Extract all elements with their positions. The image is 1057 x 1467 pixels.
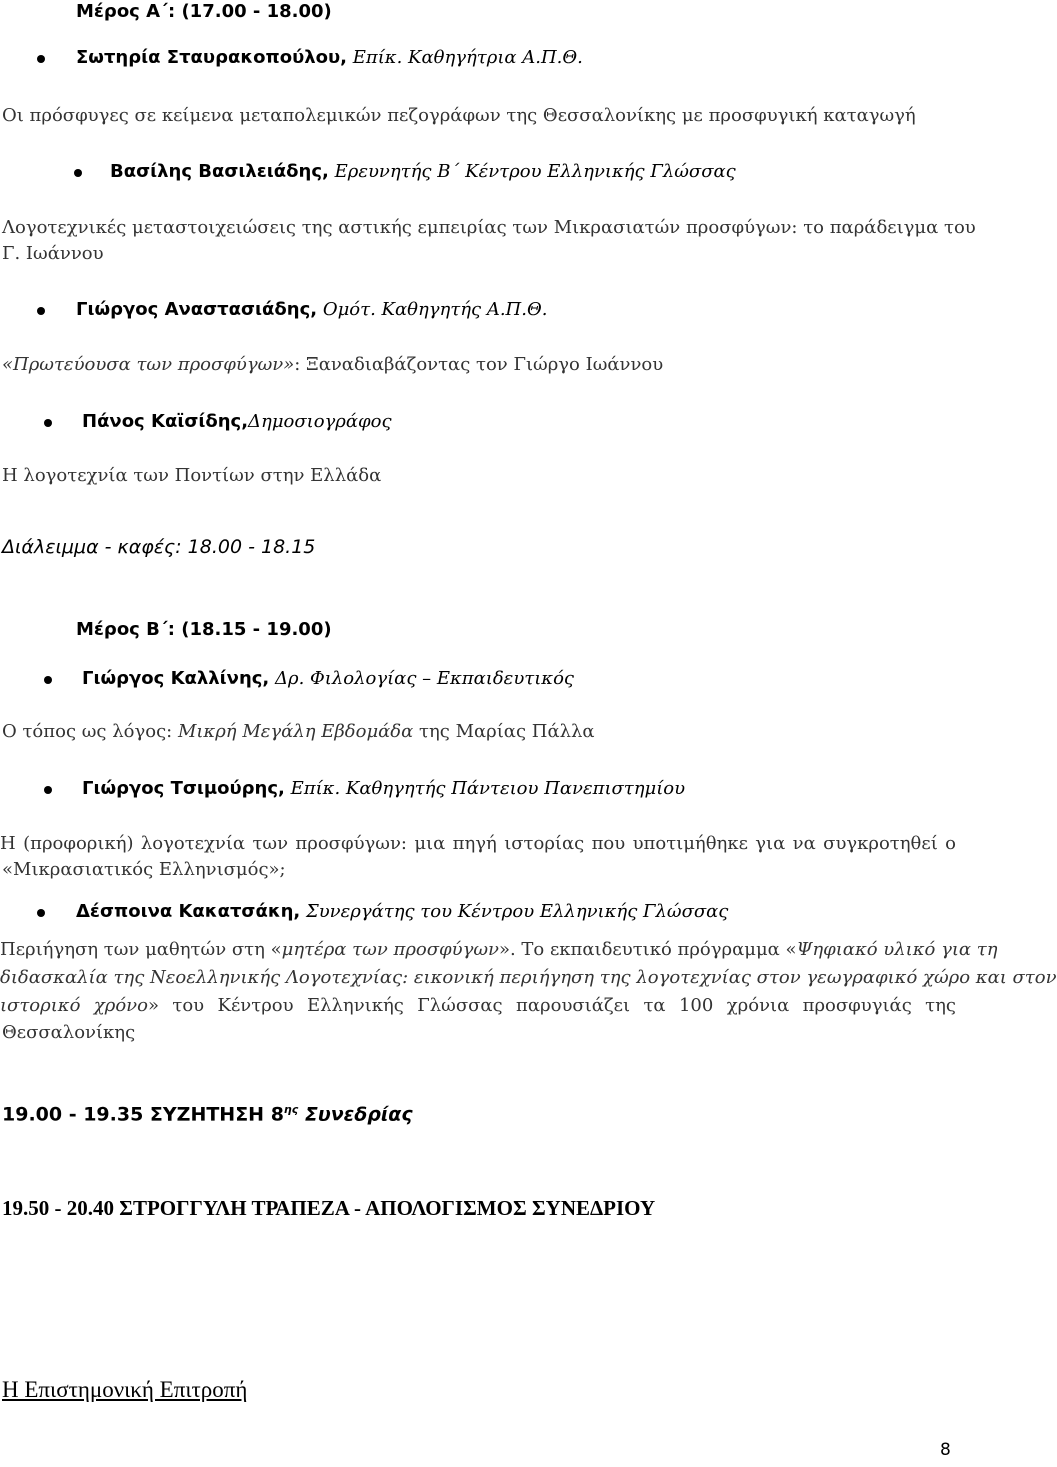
speaker-name: Γιώργος Καλλίνης, xyxy=(82,668,270,689)
speaker-role: Ερευνητής Β΄ Κέντρου Ελληνικής Γλώσσας xyxy=(334,161,736,182)
speaker-name: Δέσποινα Κακατσάκη, xyxy=(76,901,301,922)
speaker-3 xyxy=(76,298,547,322)
talk-title: Η λογοτεχνία των Ποντίων στην Ελλάδα xyxy=(2,465,382,486)
talk-title: Η (προφορική) λογοτεχνία των προσφύγων: μια πηγή ιστορίας που υποτιμήθηκε για να συγκροτηθεί ο xyxy=(0,833,956,854)
talk-title-cont: Γ. Ιωάννου xyxy=(2,243,104,264)
bullet-icon xyxy=(44,676,52,684)
talk-title-italic: «Πρωτεύουσα των προσφύγων» xyxy=(2,354,295,375)
speaker-name: Βασίλης Βασιλειάδης, xyxy=(110,161,329,182)
page-number: 8 xyxy=(940,1440,951,1460)
speaker-name: Γιώργος Τσιμούρης, xyxy=(82,778,285,799)
break-line: Διάλειμμα - καφές: 18.00 - 18.15 xyxy=(2,536,316,558)
part-b-heading: Μέρος Β΄: (18.15 - 19.00) xyxy=(76,619,332,640)
discussion-line xyxy=(2,1098,413,1126)
bullet-icon xyxy=(37,55,45,63)
talk-title-part: Ο τόπος ως λόγος: xyxy=(2,721,178,742)
talk-title-rest: : Ξαναδιαβάζοντας τον Γιώργο Ιωάννου xyxy=(294,354,664,375)
speaker-6 xyxy=(82,777,685,801)
speaker-4 xyxy=(82,410,392,434)
speaker-5 xyxy=(82,667,574,691)
speaker-role: Δημοσιογράφος xyxy=(248,411,392,432)
talk-title xyxy=(2,353,663,377)
talk-title: Οι πρόσφυγες σε κείμενα μεταπολεμικών πεζογράφων της Θεσσαλονίκης με προσφυγική καταγωγή xyxy=(2,105,916,126)
talk-title: Λογοτεχνικές μεταστοιχειώσεις της αστικής εμπειρίας των Μικρασιατών προσφύγων: το παράδειγμα του xyxy=(2,217,976,238)
talk-title-italic: Μικρή Μεγάλη Εβδομάδα xyxy=(177,721,414,742)
talk-title-cont: «Μικρασιατικός Ελληνισμός»; xyxy=(2,859,286,880)
discussion-sup: ης xyxy=(283,1103,299,1116)
speaker-2 xyxy=(110,160,736,184)
speaker-name: Πάνος Καϊσίδης, xyxy=(82,411,249,432)
speaker-role: Επίκ. Καθηγήτρια Α.Π.Θ. xyxy=(352,47,583,68)
talk-desc-line-4: Θεσσαλονίκης xyxy=(2,1022,136,1043)
bullet-icon xyxy=(44,786,52,794)
desc-part: ». Το εκπαιδευτικό πρόγραμμα « xyxy=(498,939,797,960)
speaker-role: Επίκ. Καθηγητής Πάντειου Πανεπιστημίου xyxy=(290,778,686,799)
bullet-icon xyxy=(37,307,45,315)
talk-desc-line-1 xyxy=(0,938,998,962)
bullet-icon xyxy=(44,419,52,427)
discussion-text-italic: Συνεδρίας xyxy=(298,1103,413,1126)
speaker-1 xyxy=(76,46,583,70)
speaker-7 xyxy=(76,900,728,924)
bullet-icon xyxy=(37,909,45,917)
talk-title-part: της Μαρίας Πάλλα xyxy=(413,721,595,742)
desc-italic: μητέρα των προσφύγων xyxy=(281,939,499,960)
desc-part: Περιήγηση των μαθητών στη « xyxy=(0,939,282,960)
committee-signature: Η Επιστημονική Επιτροπή xyxy=(2,1377,248,1402)
part-a-heading: Μέρος Α΄: (17.00 - 18.00) xyxy=(76,1,332,22)
desc-part: » του Κέντρου Ελληνικής Γλώσσας παρουσιάζει τα 100 χρόνια προσφυγιάς της xyxy=(147,995,957,1016)
talk-title xyxy=(2,720,595,744)
speaker-name: Γιώργος Αναστασιάδης, xyxy=(76,299,318,320)
bullet-icon xyxy=(74,169,82,177)
roundtable-line: 19.50 - 20.40 ΣΤΡΟΓΓΥΛΗ ΤΡΑΠΕΖΑ - ΑΠΟΛΟΓΙΣΜΟΣ ΣΥΝΕΔΡΙΟΥ xyxy=(2,1196,656,1220)
speaker-role: Δρ. Φιλολογίας – Εκπαιδευτικός xyxy=(275,668,575,689)
speaker-name: Σωτηρία Σταυρακοπούλου, xyxy=(76,47,347,68)
desc-italic: Ψηφιακό υλικό για τη xyxy=(796,939,998,960)
speaker-role: Συνεργάτης του Κέντρου Ελληνικής Γλώσσας xyxy=(306,901,729,922)
talk-desc-line-3 xyxy=(0,994,956,1018)
desc-italic: ιστορικό χρόνο xyxy=(0,995,148,1016)
discussion-text: 19.00 - 19.35 ΣΥΖΗΤΗΣΗ 8 xyxy=(2,1103,284,1126)
talk-desc-line-2: διδασκαλία της Νεοελληνικής Λογοτεχνίας: εικονική περιήγηση της λογοτεχνίας στον γεωγραφικό χώρο και στον xyxy=(0,967,1057,988)
speaker-role: Ομότ. Καθηγητής Α.Π.Θ. xyxy=(322,299,548,320)
